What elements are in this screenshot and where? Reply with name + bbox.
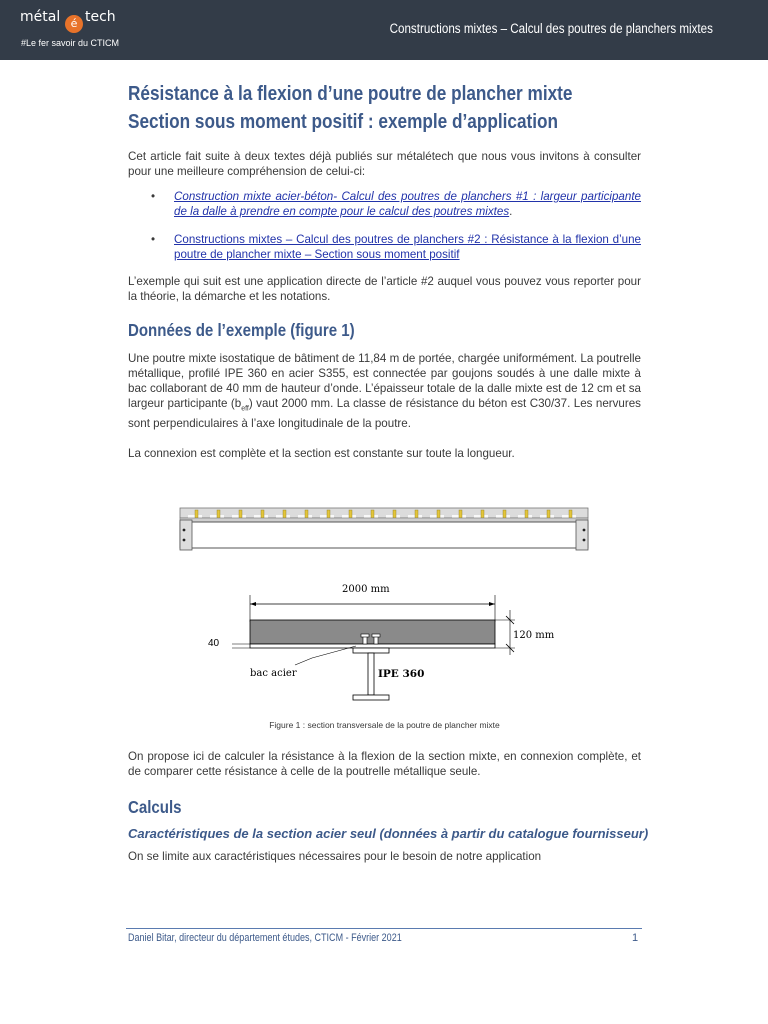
reference-suffix: . <box>509 205 513 218</box>
proposal-paragraph: On propose ici de calculer la résistance à la flexion de la section mixte, en connexion complète, et de comparer cette résistance à celle de la poutrelle métallique seule. <box>128 750 641 778</box>
bullet-icon: • <box>151 190 156 203</box>
reference-item <box>151 232 641 262</box>
article-title-line2: Section sous moment positif : exemple d’application <box>128 111 559 133</box>
header-title: Constructions mixtes – Calcul des poutres de planchers mixtes <box>389 21 713 36</box>
intro-paragraph: Cet article fait suite à deux textes déjà publiés sur métalétech que nous vous invitons à consulter pour une meilleure compréhension de celui-ci: <box>128 150 641 178</box>
width-dimension-label: 2000 mm <box>342 584 390 595</box>
subsection-paragraph: On se limite aux caractéristiques nécessaires pour le besoin de notre application <box>128 850 542 863</box>
page-header <box>0 0 768 60</box>
footer-divider <box>126 928 642 929</box>
logo-tagline: #Le fer savoir du CTICM <box>21 38 120 48</box>
logo-text-tech: tech <box>85 9 116 25</box>
page-number: 1 <box>632 932 639 944</box>
subsection-title: Caractéristiques de la section acier seul (données à partir du catalogue fournisseur) <box>128 826 649 841</box>
figure-1 <box>170 500 600 715</box>
steel-deck-label: bac acier <box>250 668 297 679</box>
footer-author: Daniel Bitar, directeur du département études, CTICM - Février 2021 <box>128 932 402 944</box>
data-paragraph: Une poutre mixte isostatique de bâtiment de 11,84 m de portée, chargée uniformément. La poutrelle métallique, profilé IPE 360 en acier S355, est connectée par goujons soudés à une dalle mixte à bac collaborant de 40 mm de hauteur d’onde. L’épaisseur totale de la dalle mixte est de 12 cm et sa largeur participante $(b_{eff})$ vaut 2000 mm. La classe de résistance du béton est C30/37. Les nervures sont perpendiculaires à l’axe longitudinale de la poutre. <box>128 352 641 431</box>
article-body <box>128 80 641 461</box>
beam-elevation <box>180 508 588 550</box>
height-dimension-label: 120 mm <box>513 630 555 641</box>
section-title-donnees: Données de l’exemple (figure 1) <box>128 320 355 340</box>
article-title-line1: Résistance à la flexion d’une poutre de plancher mixte <box>128 83 573 105</box>
logo-e-badge: é <box>65 15 83 33</box>
connection-paragraph: La connexion est complète et la section est constante sur toute la longueur. <box>128 447 515 461</box>
reference-link-2[interactable]: Constructions mixtes – Calcul des poutres de planchers #2 : Résistance à la flexion d’une poutre de plancher mixte – Section sous moment positif <box>174 233 641 261</box>
reference-item <box>151 189 641 219</box>
bullet-icon: • <box>151 233 156 246</box>
figure-caption: Figure 1 : section transversale de la poutre de plancher mixte <box>269 720 500 730</box>
cross-section-diagram <box>232 595 515 700</box>
reference-link-1[interactable]: Construction mixte acier-béton- Calcul des poutres de planchers #1 : largeur participante de la dalle à prendre en compte pour le calcul des poutres mixtes <box>174 190 641 218</box>
profile-label: IPE 360 <box>378 668 425 680</box>
reference-list <box>128 189 641 262</box>
section-title-calculs: Calculs <box>128 797 182 817</box>
application-paragraph: L’exemple qui suit est une application directe de l’article #2 auquel vous pouvez vous reporter pour la théorie, la démarche et les notations. <box>128 275 641 303</box>
rib-height-label: 40 <box>208 638 220 649</box>
logo-text-metal: métal <box>20 9 61 25</box>
article-body-continued <box>128 749 649 864</box>
